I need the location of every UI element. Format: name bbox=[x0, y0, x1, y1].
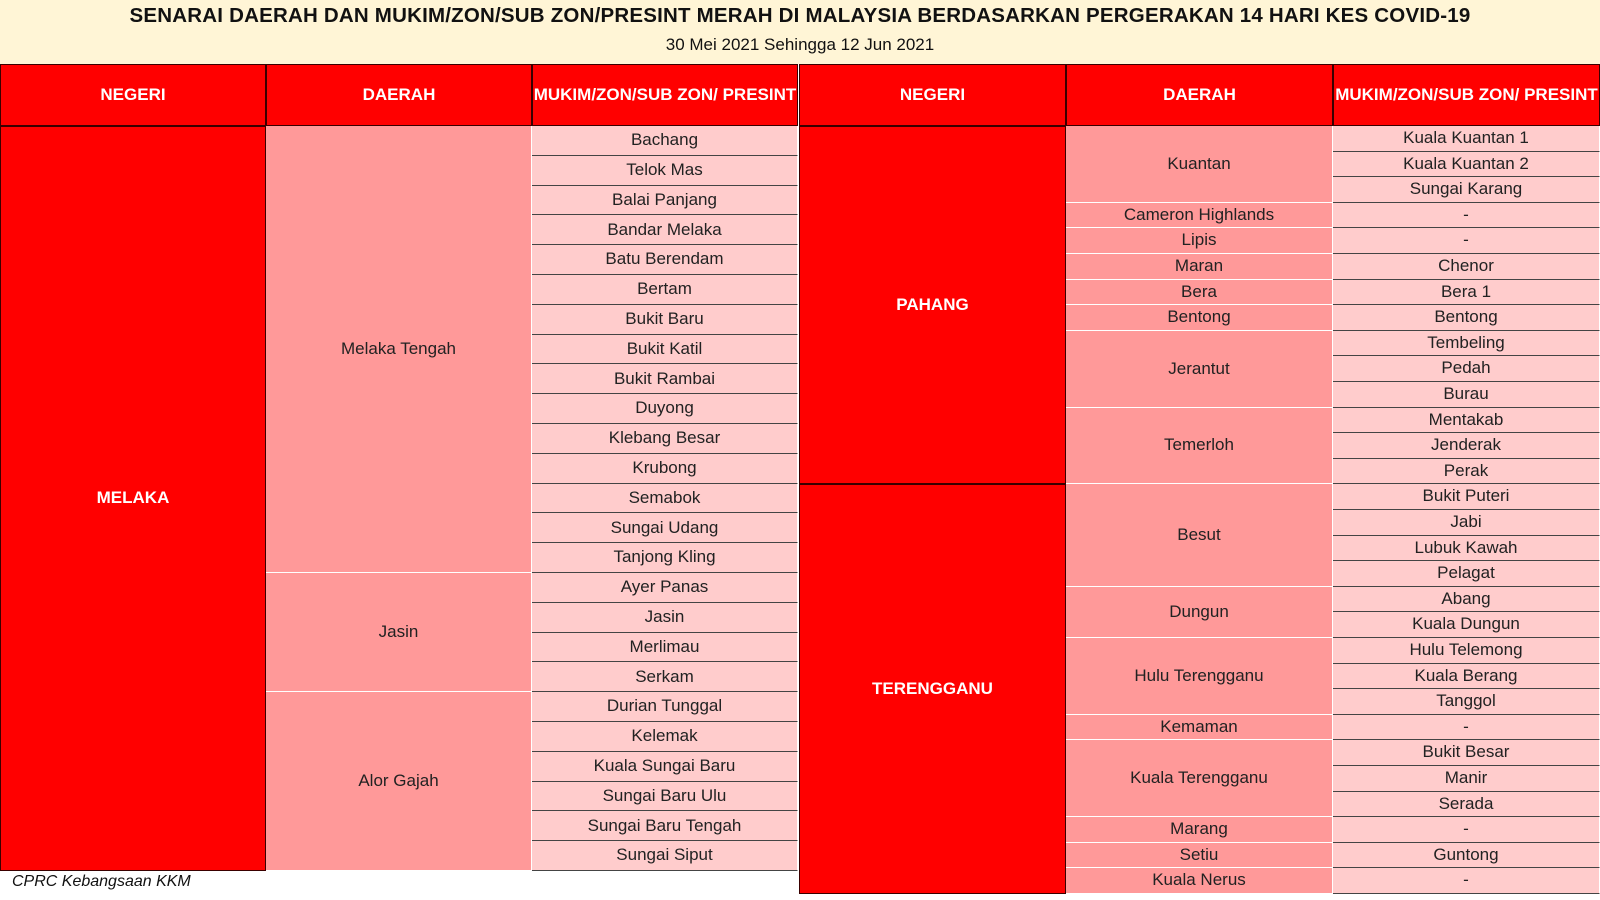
state-cell: PAHANG bbox=[799, 126, 1066, 484]
district-cell: Kuantan bbox=[1066, 126, 1333, 203]
district-cell: Marang bbox=[1066, 817, 1333, 843]
title-banner bbox=[0, 0, 1600, 64]
mukim-cell: Semabok bbox=[532, 484, 798, 514]
mukim-cell: Abang bbox=[1333, 587, 1600, 613]
mukim-cell: Bukit Besar bbox=[1333, 740, 1600, 766]
mukim-cell: Tanjong Kling bbox=[532, 543, 798, 573]
district-cell: Kuala Terengganu bbox=[1066, 740, 1333, 817]
mukim-cell: Batu Berendam bbox=[532, 245, 798, 275]
district-cell: Maran bbox=[1066, 254, 1333, 280]
district-cell: Kuala Nerus bbox=[1066, 868, 1333, 894]
state-cell: TERENGGANU bbox=[799, 484, 1066, 894]
mukim-cell: Merlimau bbox=[532, 633, 798, 663]
mukim-cell: Jenderak bbox=[1333, 433, 1600, 459]
mukim-cell: Bentong bbox=[1333, 305, 1600, 331]
mukim-cell: Bukit Rambai bbox=[532, 364, 798, 394]
mukim-cell: Bukit Puteri bbox=[1333, 484, 1600, 510]
district-cell: Dungun bbox=[1066, 587, 1333, 638]
mukim-cell: Jabi bbox=[1333, 510, 1600, 536]
mukim-cell: Burau bbox=[1333, 382, 1600, 408]
mukim-cell: Pelagat bbox=[1333, 561, 1600, 587]
mukim-cell: Bachang bbox=[532, 126, 798, 156]
mukim-cell: Jasin bbox=[532, 603, 798, 633]
district-cell: Jerantut bbox=[1066, 331, 1333, 408]
mukim-cell: Tanggol bbox=[1333, 689, 1600, 715]
mukim-cell: Mentakab bbox=[1333, 408, 1600, 434]
date-range: 30 Mei 2021 Sehingga 12 Jun 2021 bbox=[665, 35, 935, 54]
column-header-mukim: MUKIM/ZON/SUB ZON/ PRESINT bbox=[1333, 64, 1600, 126]
mukim-cell: Lubuk Kawah bbox=[1333, 536, 1600, 562]
mukim-cell: Manir bbox=[1333, 766, 1600, 792]
column-header-daerah: DAERAH bbox=[1066, 64, 1333, 126]
mukim-cell: Bandar Melaka bbox=[532, 215, 798, 245]
district-cell: Bentong bbox=[1066, 305, 1333, 331]
district-cell: Cameron Highlands bbox=[1066, 203, 1333, 229]
mukim-cell: Kuala Kuantan 1 bbox=[1333, 126, 1600, 152]
mukim-cell: Guntong bbox=[1333, 843, 1600, 869]
mukim-cell: Chenor bbox=[1333, 254, 1600, 280]
mukim-cell: Serkam bbox=[532, 662, 798, 692]
page-title: SENARAI DAERAH DAN MUKIM/ZON/SUB ZON/PRESINT MERAH DI MALAYSIA BERDASARKAN PERGERAKAN 14 HARI KES COVID-19 bbox=[129, 4, 1471, 27]
mukim-cell: - bbox=[1333, 868, 1600, 894]
mukim-cell: Sungai Karang bbox=[1333, 177, 1600, 203]
mukim-cell: Duyong bbox=[532, 394, 798, 424]
district-cell: Lipis bbox=[1066, 228, 1333, 254]
mukim-cell: Perak bbox=[1333, 459, 1600, 485]
mukim-cell: Kuala Sungai Baru bbox=[532, 752, 798, 782]
district-cell: Temerloh bbox=[1066, 408, 1333, 485]
mukim-cell: Bertam bbox=[532, 275, 798, 305]
mukim-cell: Sungai Udang bbox=[532, 513, 798, 543]
mukim-cell: Bera 1 bbox=[1333, 280, 1600, 306]
district-cell: Jasin bbox=[266, 573, 532, 692]
district-cell: Besut bbox=[1066, 484, 1333, 586]
mukim-cell: Telok Mas bbox=[532, 156, 798, 186]
district-cell: Alor Gajah bbox=[266, 692, 532, 871]
mukim-cell: Kuala Dungun bbox=[1333, 612, 1600, 638]
district-cell: Melaka Tengah bbox=[266, 126, 532, 573]
column-header-negeri: NEGERI bbox=[799, 64, 1066, 126]
mukim-cell: - bbox=[1333, 817, 1600, 843]
state-cell: MELAKA bbox=[0, 126, 266, 871]
mukim-cell: Bukit Baru bbox=[532, 305, 798, 335]
mukim-cell: Sungai Siput bbox=[532, 841, 798, 871]
mukim-cell: Krubong bbox=[532, 454, 798, 484]
mukim-cell: Bukit Katil bbox=[532, 335, 798, 365]
mukim-cell: Durian Tunggal bbox=[532, 692, 798, 722]
column-header-mukim: MUKIM/ZON/SUB ZON/ PRESINT bbox=[532, 64, 798, 126]
column-header-negeri: NEGERI bbox=[0, 64, 266, 126]
mukim-cell: Serada bbox=[1333, 792, 1600, 818]
mukim-cell: Sungai Baru Ulu bbox=[532, 782, 798, 812]
district-cell: Hulu Terengganu bbox=[1066, 638, 1333, 715]
mukim-cell: Kuala Kuantan 2 bbox=[1333, 152, 1600, 178]
mukim-cell: Kelemak bbox=[532, 722, 798, 752]
mukim-cell: Balai Panjang bbox=[532, 186, 798, 216]
district-cell: Bera bbox=[1066, 280, 1333, 306]
source-footer: CPRC Kebangsaan KKM bbox=[12, 873, 191, 890]
mukim-cell: Klebang Besar bbox=[532, 424, 798, 454]
district-cell: Kemaman bbox=[1066, 715, 1333, 741]
mukim-cell: - bbox=[1333, 203, 1600, 229]
mukim-cell: - bbox=[1333, 228, 1600, 254]
mukim-cell: Ayer Panas bbox=[532, 573, 798, 603]
mukim-cell: Hulu Telemong bbox=[1333, 638, 1600, 664]
column-header-daerah: DAERAH bbox=[266, 64, 532, 126]
mukim-cell: Pedah bbox=[1333, 356, 1600, 382]
mukim-cell: Sungai Baru Tengah bbox=[532, 811, 798, 841]
mukim-cell: Tembeling bbox=[1333, 331, 1600, 357]
district-cell: Setiu bbox=[1066, 843, 1333, 869]
mukim-cell: Kuala Berang bbox=[1333, 664, 1600, 690]
mukim-cell: - bbox=[1333, 715, 1600, 741]
